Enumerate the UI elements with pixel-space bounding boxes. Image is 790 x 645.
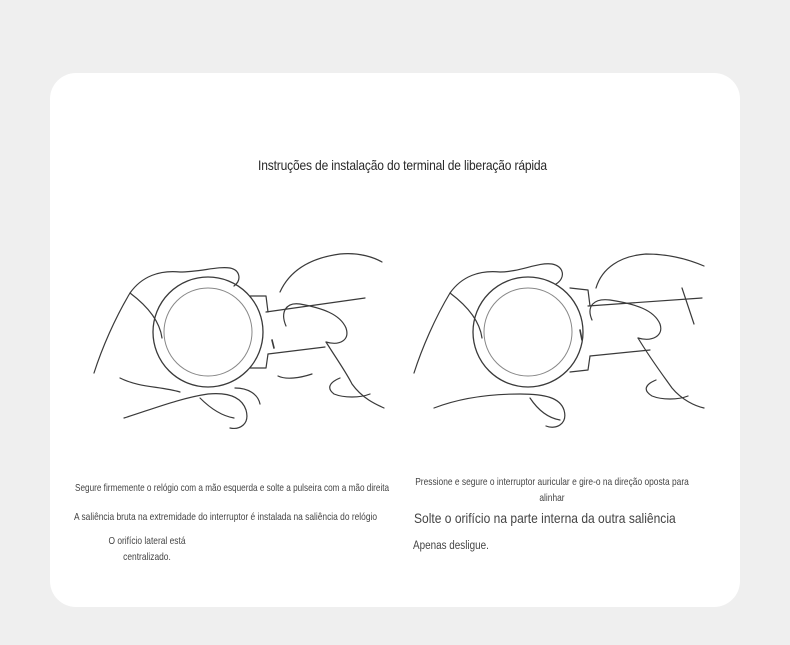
- page-title: Instruções de instalação do terminal de liberação rápida: [258, 157, 547, 173]
- step1-text: Segure firmemente o relógio com a mão esquerda e solte a pulseira com a mão direita: [75, 482, 390, 494]
- watch-strap-release-illustration: [90, 248, 385, 433]
- step2-text: A saliência bruta na extremidade do interruptor é instalada na saliência do relógio: [74, 511, 378, 523]
- ear-switch-press-illustration: [410, 248, 705, 433]
- step3-text: O orifício lateral está centralizado.: [108, 535, 186, 563]
- step6-text: Apenas desligue.: [413, 540, 489, 552]
- step4-text: Pressione e segure o interruptor auricular e gire-o na direção oposta para alinhar: [415, 476, 689, 504]
- step5-text: Solte o orifício na parte interna da outra saliência: [414, 510, 676, 526]
